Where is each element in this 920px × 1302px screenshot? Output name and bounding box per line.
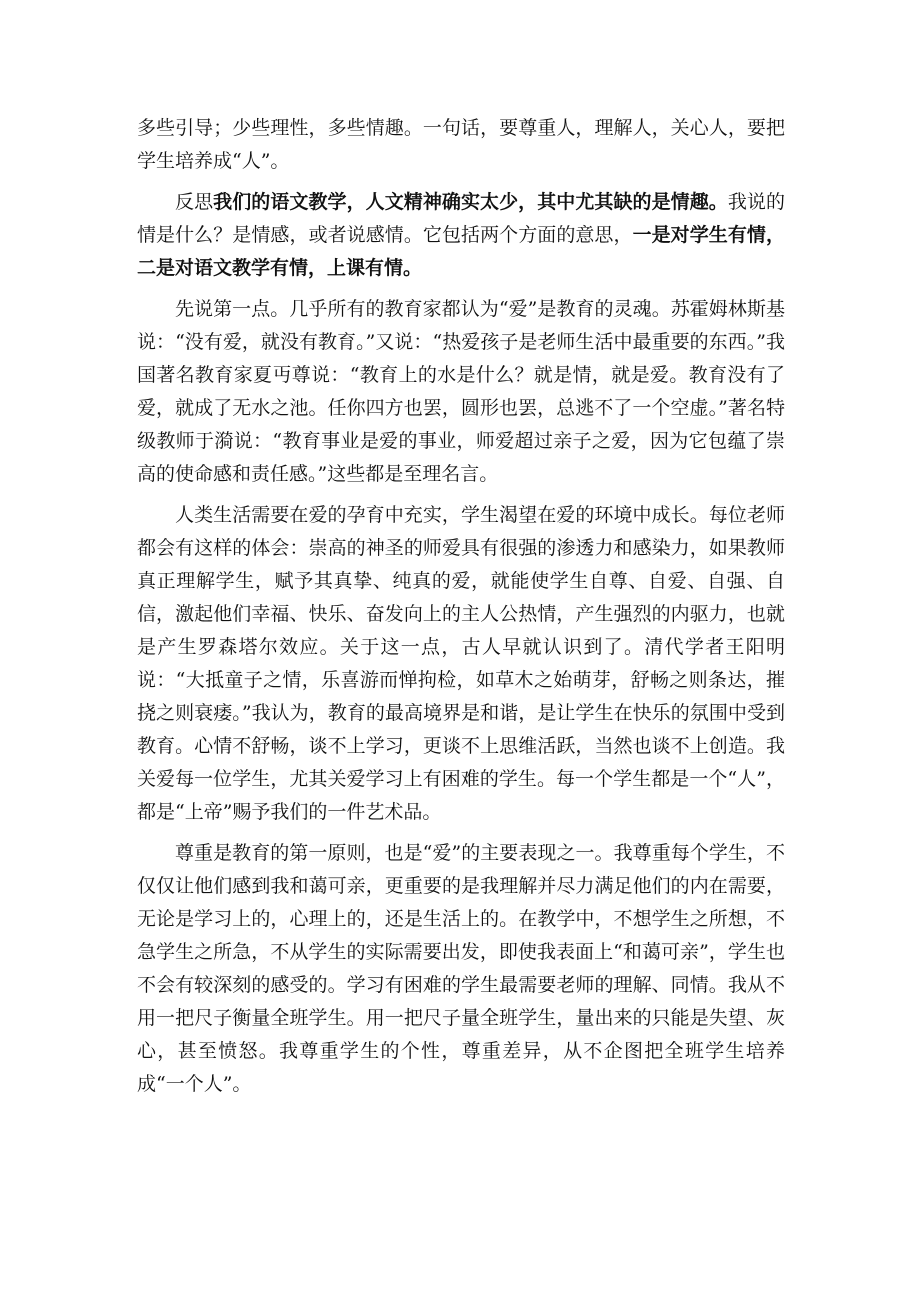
- document-page: [137, 112, 785, 1109]
- text-run: 先说第一点。几乎所有的教育家都认为“爱”是教育的灵魂。苏霍姆林斯基说：“没有爱，就没有教育。”又说：“热爱孩子是老师生活中最重要的东西。”我国著名教育家夏丏尊说：“教育上的水是什么？就是情，就是爱。教育没有了爱，就成了无水之池。任你四方也罢，圆形也罢，总逃不了一个空虚。”著名特级教师于漪说：“教育事业是爱的事业，师爱超过亲子之爱，因为它包蕴了崇高的使命感和责任感。”这些都是至理名言。: [137, 298, 785, 485]
- bold-text-run: 一是对学生有情，二是对语文教学有情，上课有情。: [137, 224, 785, 279]
- text-run: 反思: [175, 191, 214, 213]
- paragraph: [137, 293, 785, 491]
- paragraph: [137, 837, 785, 1101]
- text-run: 我说的情是什么？是情感，或者说感情。它包括两个方面的意思，: [137, 191, 785, 246]
- text-run: 人类生活需要在爱的孕育中充实，学生渴望在爱的环境中成长。每位老师都会有这样的体会：崇高的神圣的师爱具有很强的渗透力和感染力，如果教师真正理解学生，赋予其真挚、纯真的爱，就能使学生自尊、自爱、自强、自信，激起他们幸福、快乐、奋发向上的主人公热情，产生强烈的内驱力，也就是产生罗森塔尔效应。关于这一点，古人早就认识到了。清代学者王阳明说：“大抵童子之情，乐喜游而惮拘检，如草木之始萌芽，舒畅之则条达，摧挠之则衰痿。”我认为，教育的最高境界是和谐，是让学生在快乐的氛围中受到教育。心情不舒畅，谈不上学习，更谈不上思维活跃，当然也谈不上创造。我关爱每一位学生，尤其关爱学习上有困难的学生。每一个学生都是一个“人”，都是“上帝”赐予我们的一件艺术品。: [137, 504, 785, 823]
- paragraph: [137, 186, 785, 285]
- bold-text-run: 我们的语文教学，人文精神确实太少，其中尤其缺的是情趣。: [213, 191, 728, 213]
- paragraph: [137, 499, 785, 829]
- text-run: 多些引导；少些理性，多些情趣。一句话，要尊重人，理解人，关心人，要把学生培养成“人”。: [137, 117, 785, 172]
- text-run: 尊重是教育的第一原则，也是“爱”的主要表现之一。我尊重每个学生，不仅仅让他们感到我和蔼可亲，更重要的是我理解并尽力满足他们的内在需要，无论是学习上的，心理上的，还是生活上的。在教学中，不想学生之所想，不急学生之所急，不从学生的实际需要出发，即使我表面上“和蔼可亲”，学生也不会有较深刻的感受的。学习有困难的学生最需要老师的理解、同情。我从不用一把尺子衡量全班学生。用一把尺子量全班学生，量出来的只能是失望、灰心，甚至愤怒。我尊重学生的个性，尊重差异，从不企图把全班学生培养成“一个人”。: [137, 842, 785, 1095]
- paragraph: [137, 112, 785, 178]
